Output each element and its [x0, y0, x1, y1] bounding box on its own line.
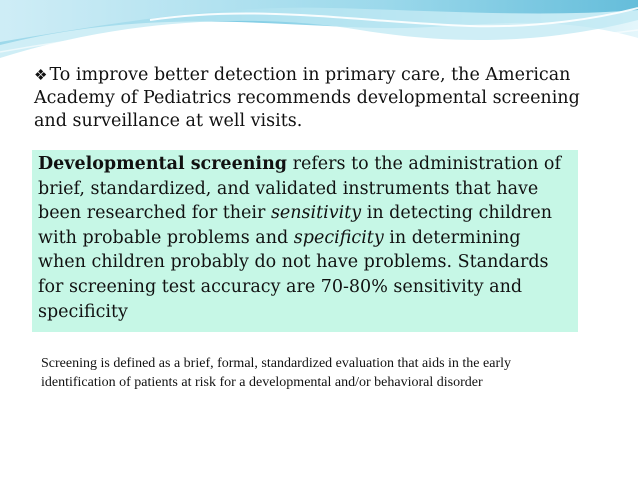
screening-definition: Screening is defined as a brief, formal, standardized evaluation that aids in the early identification of patients at risk for a developmental and/or behavioral disorder: [41, 356, 511, 390]
intro-paragraph: [34, 64, 594, 133]
callout-text-part-1: refers to the administration of brief, standardized, and validated instruments that have been researched for their: [38, 154, 561, 224]
decorative-wave-banner: [0, 0, 638, 70]
diamond-bullet-icon: ❖: [34, 66, 48, 84]
callout-italic-specificity: specificity: [293, 227, 384, 248]
callout-text-part-3: in determining when children probably do not have problems. Standards for screening test accuracy are 70-80% sensitivity and specificity: [38, 227, 549, 322]
callout-text-part-2: in detecting children with probable problems and: [38, 203, 553, 248]
developmental-screening-callout: [32, 150, 578, 332]
callout-term: Developmental screening: [38, 154, 288, 174]
intro-text: To improve better detection in primary care, the American Academy of Pediatrics recommends developmental screening and surveillance at well visits.: [34, 65, 580, 131]
callout-italic-sensitivity: sensitivity: [270, 203, 362, 224]
